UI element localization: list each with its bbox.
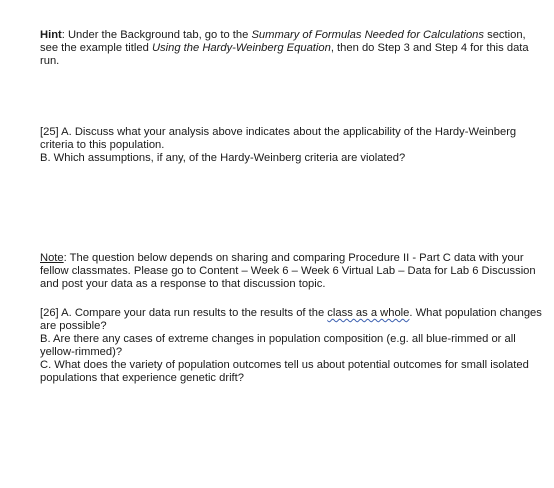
hint-example-title: Using the Hardy-Weinberg Equation <box>151 41 331 54</box>
hint-label: Hint <box>40 29 62 41</box>
question-25 <box>40 126 545 165</box>
hint-section-title: Summary of Formulas Needed for Calculations <box>251 29 484 41</box>
question-26-part-a <box>40 307 545 333</box>
question-26-part-c: C. What does the variety of population outcomes tell us about potential outcomes for small isolated populations that experience genetic drift? <box>40 358 529 384</box>
question-26-part-a-post: . What population changes are possible? <box>40 307 542 332</box>
hint-text-1: : Under the Background tab, go to the <box>61 29 252 41</box>
question-26-part-b: B. Are there any cases of extreme changes in population composition (e.g. all blue-rimmed or all yellow-rimmed)? <box>40 332 516 358</box>
hint-text-3: , then do Step 3 and Step 4 for this data run. <box>40 41 529 67</box>
note-paragraph <box>40 252 545 291</box>
question-26-part-a-pre: [26] A. Compare your data run results to the results of the <box>40 307 328 319</box>
note-text: : The question below depends on sharing and comparing Procedure II - Part C data with your fellow classmates. Please go to Content – Week 6 – Week 6 Virtual Lab – Data for Lab 6 Discussion and post your data as a response to that discussion topic. <box>40 252 536 290</box>
hint-text-2: section, see the example titled <box>40 29 526 54</box>
question-25-part-b: B. Which assumptions, if any, of the Hardy-Weinberg criteria are violated? <box>40 151 406 164</box>
question-26 <box>40 307 545 384</box>
hint-paragraph <box>40 29 545 68</box>
note-label: Note <box>40 252 64 264</box>
question-25-part-a: [25] A. Discuss what your analysis above indicates about the applicability of the Hardy-Weinberg criteria to this population. <box>40 126 517 151</box>
spellcheck-flagged-phrase[interactable]: class as a whole <box>327 307 410 319</box>
